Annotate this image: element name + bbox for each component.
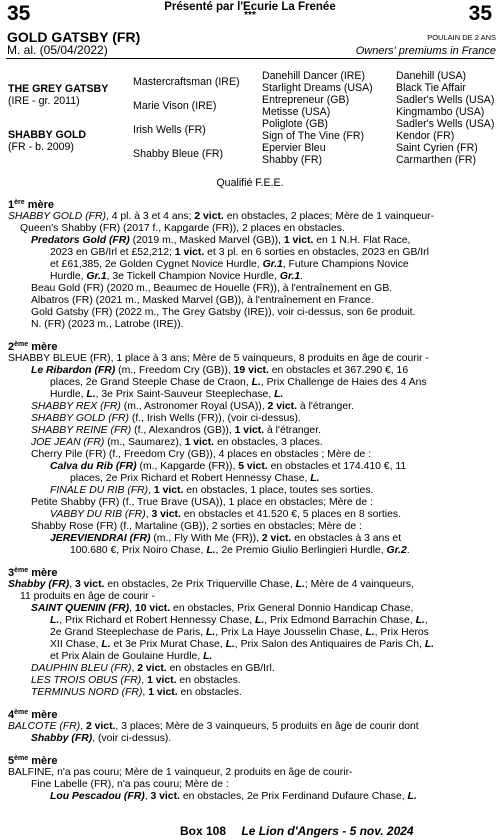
stars: *** xyxy=(244,10,256,21)
qualification: Qualifié F.E.E. xyxy=(216,177,284,189)
premiums-note: Owners' premiums in France xyxy=(355,45,496,57)
pedigree-gen2: Shabby Bleue (FR) xyxy=(133,148,224,160)
family-line: Le Ribardon (FR) (m., Freedom Cry (GB)), 19 vict. en obstacles et 367.290 €, 16 xyxy=(31,365,409,376)
pedigree-gen4: Sadler's Wells (USA) xyxy=(396,94,495,106)
family-line: L., Prix Richard et Robert Hennessy Chase, L., Prix Edmond Barrachin Chase, L., xyxy=(50,615,428,626)
family-line: Shabby Rose (FR) (f., Martaline (GB)), 2 sorties en obstacles; Mère de : xyxy=(31,521,362,532)
family-line: et £61,385, 2e Golden Cygnet Novice Hurdle, Gr.1, Future Champions Novice xyxy=(50,259,409,270)
age-category: POULAIN DE 2 ANS xyxy=(427,33,496,42)
pedigree-gen3: Danehill Dancer (IRE) xyxy=(262,70,366,82)
family-line: Hurdle, L., 3e Prix Saint-Sauveur Steeplechase, L. xyxy=(50,389,284,400)
pedigree-gen4: Black Tie Affair xyxy=(396,82,466,94)
section-heading: 5ème mère xyxy=(8,755,58,767)
family-line: Cherry Pile (FR) (f., Freedom Cry (GB)), 4 places en obstacles ; Mère de : xyxy=(31,449,372,460)
pedigree-gen2: Mastercraftsman (IRE) xyxy=(133,76,240,88)
lot-number-left: 35 xyxy=(7,2,31,25)
pedigree-gen3: Metisse (USA) xyxy=(262,106,331,118)
pedigree-gen3: Epervier Bleu xyxy=(262,142,326,154)
family-line: SHABBY GOLD (FR), 4 pl. à 3 et 4 ans; 2 vict. en obstacles, 2 places; Mère de 1 vainqueur- xyxy=(8,211,435,222)
family-line: LES TROIS OBUS (FR), 1 vict. en obstacles. xyxy=(31,675,241,686)
family-line: N. (FR) (2023 m., Latrobe (IRE)). xyxy=(31,319,184,330)
family-line: VABBY DU RIB (FR), 3 vict. en obstacles et 41.520 €, 5 places en 8 sorties. xyxy=(50,509,401,520)
family-line: et Prix Alain de Goulaine Hurdle, L. xyxy=(50,651,213,662)
family-line: BALFINE, n'a pas couru; Mère de 1 vainqueur, 2 produits en âge de courir- xyxy=(8,767,353,778)
family-line: Queen's Shabby (FR) (2017 f., Kapgarde (FR)), 2 places en obstacles. xyxy=(20,223,345,234)
section-heading: 3ème mère xyxy=(8,567,58,579)
horse-sex-dob: M. al. (05/04/2022) xyxy=(7,43,108,57)
pedigree-gen3: Shabby (FR) xyxy=(262,154,323,166)
family-line: SHABBY REX (FR) (m., Astronomer Royal (USA)), 2 vict. à l'étranger. xyxy=(31,401,354,412)
pedigree-gen3: Poliglote (GB) xyxy=(262,118,328,130)
family-line: FINALE DU RIB (FR), 1 vict. en obstacles, 1 place, toutes ses sorties. xyxy=(50,485,374,496)
family-line: Beau Gold (FR) (2020 m., Beaumec de Houelle (FR)), à l'entraînement en GB. xyxy=(31,283,393,294)
pedigree-gen4: Kingmambo (USA) xyxy=(396,106,485,118)
family-line: places, 2e Grand Steeple Chase de Craon, L., Prix Challenge de Haies des 4 Ans xyxy=(50,377,427,388)
pedigree-gen3: Entrepreneur (GB) xyxy=(262,94,350,106)
section-heading: 2ème mère xyxy=(8,341,58,353)
family-line: Gold Gatsby (FR) (2022 m., The Grey Gatsby (IRE)), voir ci-dessus, son 6e produit. xyxy=(31,307,416,318)
family-line: 2e Grand Steeplechase de Paris, L., Prix La Haye Jousselin Chase, L., Prix Heros xyxy=(50,627,429,638)
pedigree-gen4: Danehill (USA) xyxy=(396,70,467,82)
family-line: 100.680 €, Prix Noiro Chase, L., 2e Premio Giulio Berlingieri Hurdle, Gr.2. xyxy=(70,545,410,556)
family-line: Shabby (FR), 3 vict. en obstacles, 2e Prix Triquerville Chase, L.; Mère de 4 vainqueurs, xyxy=(8,579,415,590)
footer xyxy=(180,824,414,838)
family-line: Lou Pescadou (FR), 3 vict. en obstacles, 2e Prix Ferdinand Dufaure Chase, L. xyxy=(50,791,417,802)
family-line: Calva du Rib (FR) (m., Kapgarde (FR)), 5 vict. en obstacles et 174.410 €, 11 xyxy=(50,461,407,472)
dam-name: SHABBY GOLD xyxy=(8,129,87,141)
section-heading: 4ème mère xyxy=(8,709,58,721)
pedigree-gen4: Carmarthen (FR) xyxy=(396,154,477,166)
sire-detail: (IRE - gr. 2011) xyxy=(8,95,80,107)
pedigree-gen3: Sign of The Vine (FR) xyxy=(262,130,365,142)
family-line: 11 produits en âge de courir - xyxy=(20,591,155,602)
family-line: JEREVIENDRAI (FR) (m., Fly With Me (FR)), 2 vict. en obstacles à 3 ans et xyxy=(50,533,402,544)
family-line: Shabby (FR), (voir ci-dessus). xyxy=(31,733,172,744)
pedigree-gen4: Saint Cyrien (FR) xyxy=(396,142,478,154)
family-line: JOE JEAN (FR) (m., Saumarez), 1 vict. en obstacles, 3 places. xyxy=(31,437,323,448)
lot-number-right: 35 xyxy=(468,2,492,25)
family-line: SHABBY REINE (FR) (f., Alexandros (GB)), 1 vict. à l'étranger. xyxy=(31,425,321,436)
family-line: SHABBY GOLD (FR) (f., Irish Wells (FR)), (voir ci-dessus). xyxy=(31,413,301,424)
family-line: places, 2e Prix Richard et Robert Hennessy Chase, L. xyxy=(70,473,320,484)
family-line: TERMINUS NORD (FR), 1 vict. en obstacles. xyxy=(31,687,242,698)
pedigree-gen3: Starlight Dreams (USA) xyxy=(262,82,373,94)
pedigree-gen4: Kendor (FR) xyxy=(396,130,455,142)
family-line: BALCOTE (FR), 2 vict., 3 places; Mère de 3 vainqueurs, 5 produits en âge de courir dont xyxy=(8,721,419,732)
sire-name: THE GREY GATSBY xyxy=(8,83,109,95)
horse-name: GOLD GATSBY (FR) xyxy=(7,29,141,45)
dam-detail: (FR - b. 2009) xyxy=(8,141,74,153)
family-line: Fine Labelle (FR), n'a pas couru; Mère de : xyxy=(31,779,229,790)
family-line: Albatros (FR) (2021 m., Masked Marvel (GB)), à l'entraînement en France. xyxy=(31,295,374,306)
family-line: Predators Gold (FR) (2019 m., Masked Marvel (GB)), 1 vict. en 1 N.H. Flat Race, xyxy=(31,235,411,246)
section-heading: 1ère mère xyxy=(8,199,54,211)
family-line: Hurdle, Gr.1, 3e Tickell Champion Novice Hurdle, Gr.1. xyxy=(50,271,303,282)
family-line: Petite Shabby (FR) (f., True Brave (USA)), 1 place en obstacles; Mère de : xyxy=(31,497,373,508)
family-line: SHABBY BLEUE (FR), 1 place à 3 ans; Mère de 5 vainqueurs, 8 produits en âge de courir - xyxy=(8,353,429,364)
pedigree-gen4: Sadler's Wells (USA) xyxy=(396,118,495,130)
pedigree-gen2: Irish Wells (FR) xyxy=(133,124,206,136)
pedigree-gen2: Marie Vison (IRE) xyxy=(133,100,217,112)
race-info: Le Lion d'Angers - 5 nov. 2024 xyxy=(241,824,414,838)
family-line: SAINT QUENIN (FR), 10 vict. en obstacles, Prix General Donnio Handicap Chase, xyxy=(31,603,414,614)
presented-by: Présenté par l'Ecurie La Frenée xyxy=(164,1,336,13)
family-line: 2023 en GB/Irl et £52,212; 1 vict. et 3 pl. en 6 sorties en obstacles, 2023 en GB/Irl xyxy=(50,247,429,258)
family-line: XII Chase, L. et 3e Prix Murat Chase, L., Prix Salon des Antiquaires de Paris Ch, L. xyxy=(50,639,435,650)
header-divider xyxy=(6,58,494,59)
box-number: Box 108 xyxy=(180,824,227,838)
family-line: DAUPHIN BLEU (FR), 2 vict. en obstacles en GB/Irl. xyxy=(31,663,275,674)
